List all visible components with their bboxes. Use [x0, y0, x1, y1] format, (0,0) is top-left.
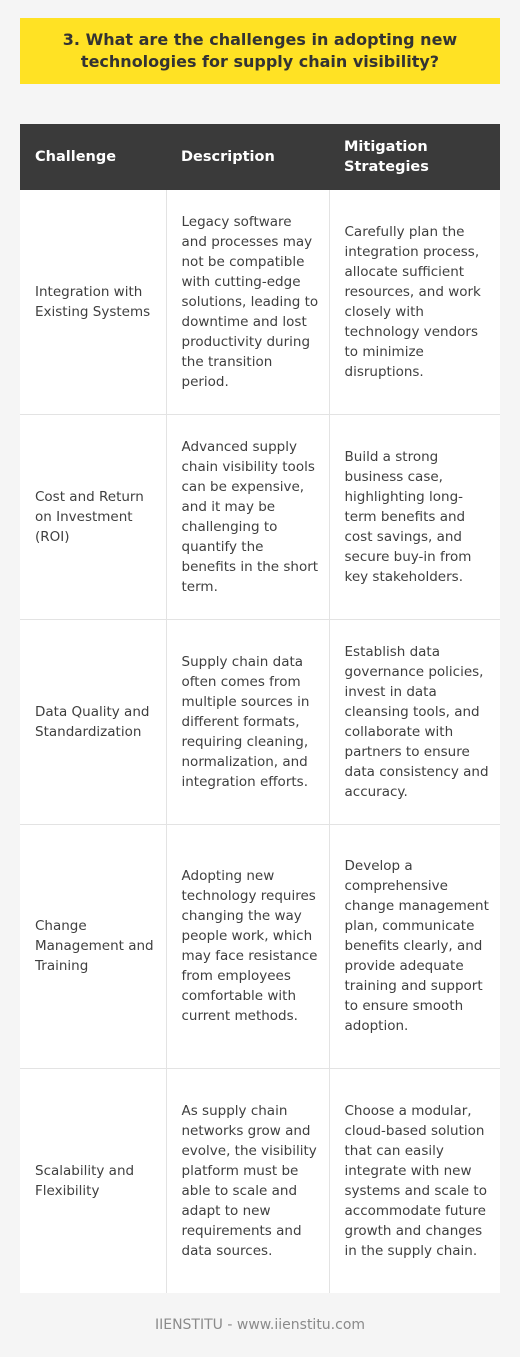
table-body: [20, 190, 500, 1293]
cell-description: Supply chain data often comes from multiple sources in different formats, requiring cleaning, normalization, and integration efforts.: [166, 619, 329, 824]
footer-credit: IIENSTITU - www.iienstitu.com: [154, 1317, 366, 1333]
cell-challenge: Scalability and Flexibility: [20, 1068, 166, 1293]
table-row: [20, 414, 500, 619]
cell-description: Adopting new technology requires changing the way people work, which may face resistance from employees comfortable with current methods.: [166, 824, 329, 1068]
cell-mitigation: Develop a comprehensive change management plan, communicate benefits clearly, and provide adequate training and support to ensure smooth adoption.: [329, 824, 500, 1068]
table-row: [20, 190, 500, 414]
header-description: Description: [166, 124, 329, 190]
cell-description: Legacy software and processes may not be compatible with cutting-edge solutions, leading to downtime and lost productivity during the transition period.: [166, 190, 329, 414]
cell-mitigation: Build a strong business case, highlighting long-term benefits and cost savings, and secure buy-in from key stakeholders.: [329, 414, 500, 619]
cell-challenge: Change Management and Training: [20, 824, 166, 1068]
page-title: 3. What are the challenges in adopting new technologies for supply chain visibility?: [62, 30, 458, 71]
cell-mitigation: Carefully plan the integration process, allocate sufficient resources, and work closely with technology vendors to minimize disruptions.: [329, 190, 500, 414]
table-header: [20, 124, 500, 190]
cell-description: As supply chain networks grow and evolve, the visibility platform must be able to scale and adapt to new requirements and data sources.: [166, 1068, 329, 1293]
table-header-row: [20, 124, 500, 190]
table-row: [20, 824, 500, 1068]
table-row: [20, 619, 500, 824]
cell-challenge: Data Quality and Standardization: [20, 619, 166, 824]
header-mitigation: Mitigation Strategies: [329, 124, 500, 190]
table-row: [20, 1068, 500, 1293]
title-banner: [20, 18, 500, 84]
cell-challenge: Cost and Return on Investment (ROI): [20, 414, 166, 619]
cell-mitigation: Establish data governance policies, invest in data cleansing tools, and collaborate with partners to ensure data consistency and accuracy.: [329, 619, 500, 824]
cell-challenge: Integration with Existing Systems: [20, 190, 166, 414]
challenges-table: [20, 124, 500, 1293]
challenges-table-container: [20, 124, 500, 1293]
cell-description: Advanced supply chain visibility tools can be expensive, and it may be challenging to quantify the benefits in the short term.: [166, 414, 329, 619]
cell-mitigation: Choose a modular, cloud-based solution that can easily integrate with new systems and scale to accommodate future growth and changes in the supply chain.: [344, 1102, 487, 1259]
header-challenge: Challenge: [20, 124, 166, 190]
